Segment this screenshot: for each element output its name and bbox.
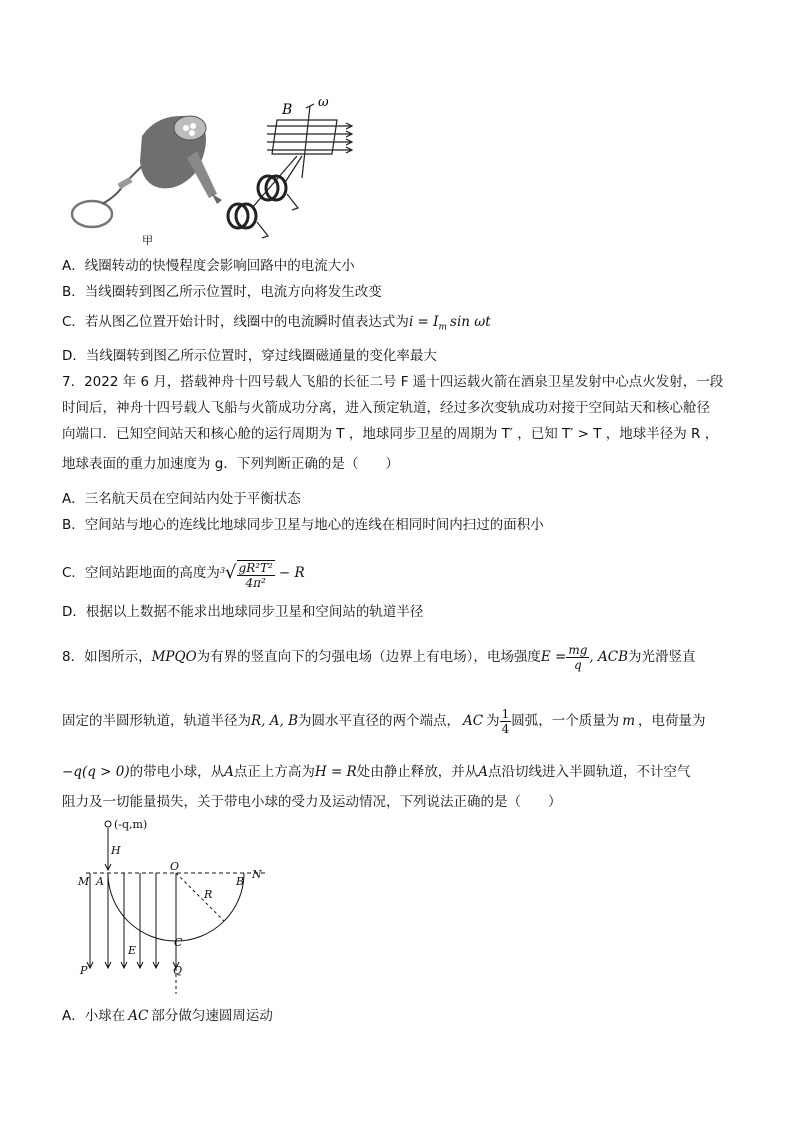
q8-stem-line1 — [62, 640, 696, 674]
e-label: E — [128, 944, 137, 957]
h-label: H — [111, 844, 121, 857]
quarter-den: 4 — [501, 721, 510, 736]
q8-text-1c: 为有界的竖直向下的匀强电场（边界上有电场），电场强度 — [196, 649, 541, 665]
q6-option-c-text: C．若从图乙位置开始计时，线圈中的电流瞬时值表达式为 — [62, 314, 409, 330]
q8-stem-line4: 阻力及一切能量损失，关于带电小球的受力及运动情况，下列说法正确的是（ ） — [62, 794, 562, 810]
omega-label: ω — [318, 96, 329, 110]
q8-ac: AC — [463, 713, 484, 729]
root-numerator: gR²T² — [238, 560, 273, 575]
q7-option-b: B．空间站与地心的连线比地球同步卫星与地心的连线在相同时间内扫过的面积小 — [62, 517, 544, 533]
a-label: A — [96, 875, 104, 888]
b-label: B — [236, 875, 245, 888]
q8-m: m — [622, 713, 636, 729]
q8-e-lhs: E = — [540, 649, 567, 665]
q6-option-d: D．当线圈转到图乙所示位置时，穿过线圈磁通量的变化率最大 — [62, 348, 437, 364]
q8-option-a-ac: AC — [128, 1008, 149, 1024]
q8-charge: −q(q > 0) — [62, 764, 130, 780]
q6-option-a: A．线圈转动的快慢程度会影响回路中的电流大小 — [62, 258, 355, 274]
n-label: N — [252, 868, 262, 881]
ball-label: (-q,m) — [114, 818, 148, 831]
q6-option-b: B．当线圈转到图乙所示位置时，电流方向将发生改变 — [62, 284, 382, 300]
q8-option-a — [62, 1006, 273, 1026]
q8-e-num: mg — [568, 642, 588, 657]
q8-mpqo: MPQO — [151, 649, 197, 665]
q8-text-2f: 圆弧，一个质量为 — [511, 713, 620, 729]
q8-quarter — [500, 707, 512, 736]
q8-text-3f: 处由静止释放，并从 — [356, 764, 479, 780]
q8-text-3h: 点沿切线进入半圆轨道，不计空气 — [487, 764, 691, 780]
q7-stem-line1: 7．2022 年 6 月，搭载神舟十四号载人飞船的长征二号 F 遥十四运载火箭在酒泉卫星发射中心点火发射，一段 — [62, 374, 724, 390]
q8-option-a-text1: A．小球在 — [62, 1008, 126, 1024]
q8-text-3b: 的带电小球，从 — [129, 764, 225, 780]
q7-stem-line4: 地球表面的重力加速度为 g．下列判断正确的是（ ） — [62, 456, 399, 472]
q8-text-1e: 为光滑竖直 — [628, 649, 696, 665]
q8-option-a-text2: 部分做匀速圆周运动 — [151, 1008, 273, 1024]
q6-option-c — [62, 312, 491, 338]
q7-option-d: D．根据以上数据不能求出地球同步卫星和空间站的轨道半径 — [62, 604, 424, 620]
q8-a2: A — [478, 764, 488, 780]
q6-current-sub: m — [438, 322, 448, 333]
q8-text-3d: 点正上方高为 — [233, 764, 315, 780]
q6-current-expr: i = I — [408, 314, 439, 330]
q8-e-fraction — [566, 643, 589, 672]
quarter-num: 1 — [501, 706, 510, 721]
r-label: R — [204, 888, 213, 901]
q8-text-2c: 为圆水平直径的两个端点， — [298, 713, 460, 729]
m-label: M — [78, 875, 90, 888]
q8-e-den: q — [574, 657, 582, 672]
q8-rab: R, A, B — [251, 713, 298, 729]
field-track-figure — [76, 818, 276, 998]
q-label: Q — [173, 964, 183, 977]
q7-minus-r: − R — [278, 564, 305, 581]
fig-caption-jia: 甲 — [142, 234, 153, 246]
root-index: 3 — [219, 566, 226, 575]
q8-a1: A — [224, 764, 234, 780]
c-label: C — [174, 936, 183, 949]
q8-h-eq-r: H = R — [314, 764, 357, 780]
o-label: O — [170, 860, 180, 873]
p-label: P — [80, 964, 88, 977]
q8-text-2a: 固定的半圆形轨道，轨道半径为 — [62, 713, 251, 729]
q8-stem-line2 — [62, 704, 706, 738]
q7-stem-line2: 时间后，神舟十四号载人飞船与火箭成功分离，进入预定轨道，经过多次变轨成功对接于空间站天和核心舱径 — [62, 400, 710, 416]
q8-text-1a: 8．如图所示， — [62, 649, 152, 665]
q8-text-2h: ，电荷量为 — [638, 713, 706, 729]
q8-stem-line3 — [62, 762, 690, 782]
generator-figure — [62, 96, 362, 246]
q7-option-c — [62, 556, 305, 590]
q7-stem-line3: 向端口．已知空间站天和核心舱的运行周期为 T ，地球同步卫星的周期为 T′ ，已知 T′ > T ，地球半径为 R ， — [62, 426, 719, 442]
q7-option-a: A．三名航天员在空间站内处于平衡状态 — [62, 491, 301, 507]
b-field-label: B — [282, 102, 293, 118]
q7-cube-root: $^3$√ $\frac{\text{gR²T²}}{\text{4π²}}$ — [219, 560, 273, 590]
q8-acb: , ACB — [589, 649, 629, 665]
q6-current-sin: sin ωt — [450, 314, 491, 330]
q7-option-c-text: C．空间站距地面的高度为 — [62, 564, 220, 581]
q8-text-2e: 为 — [486, 713, 500, 729]
root-denominator: 4π² — [245, 575, 266, 590]
